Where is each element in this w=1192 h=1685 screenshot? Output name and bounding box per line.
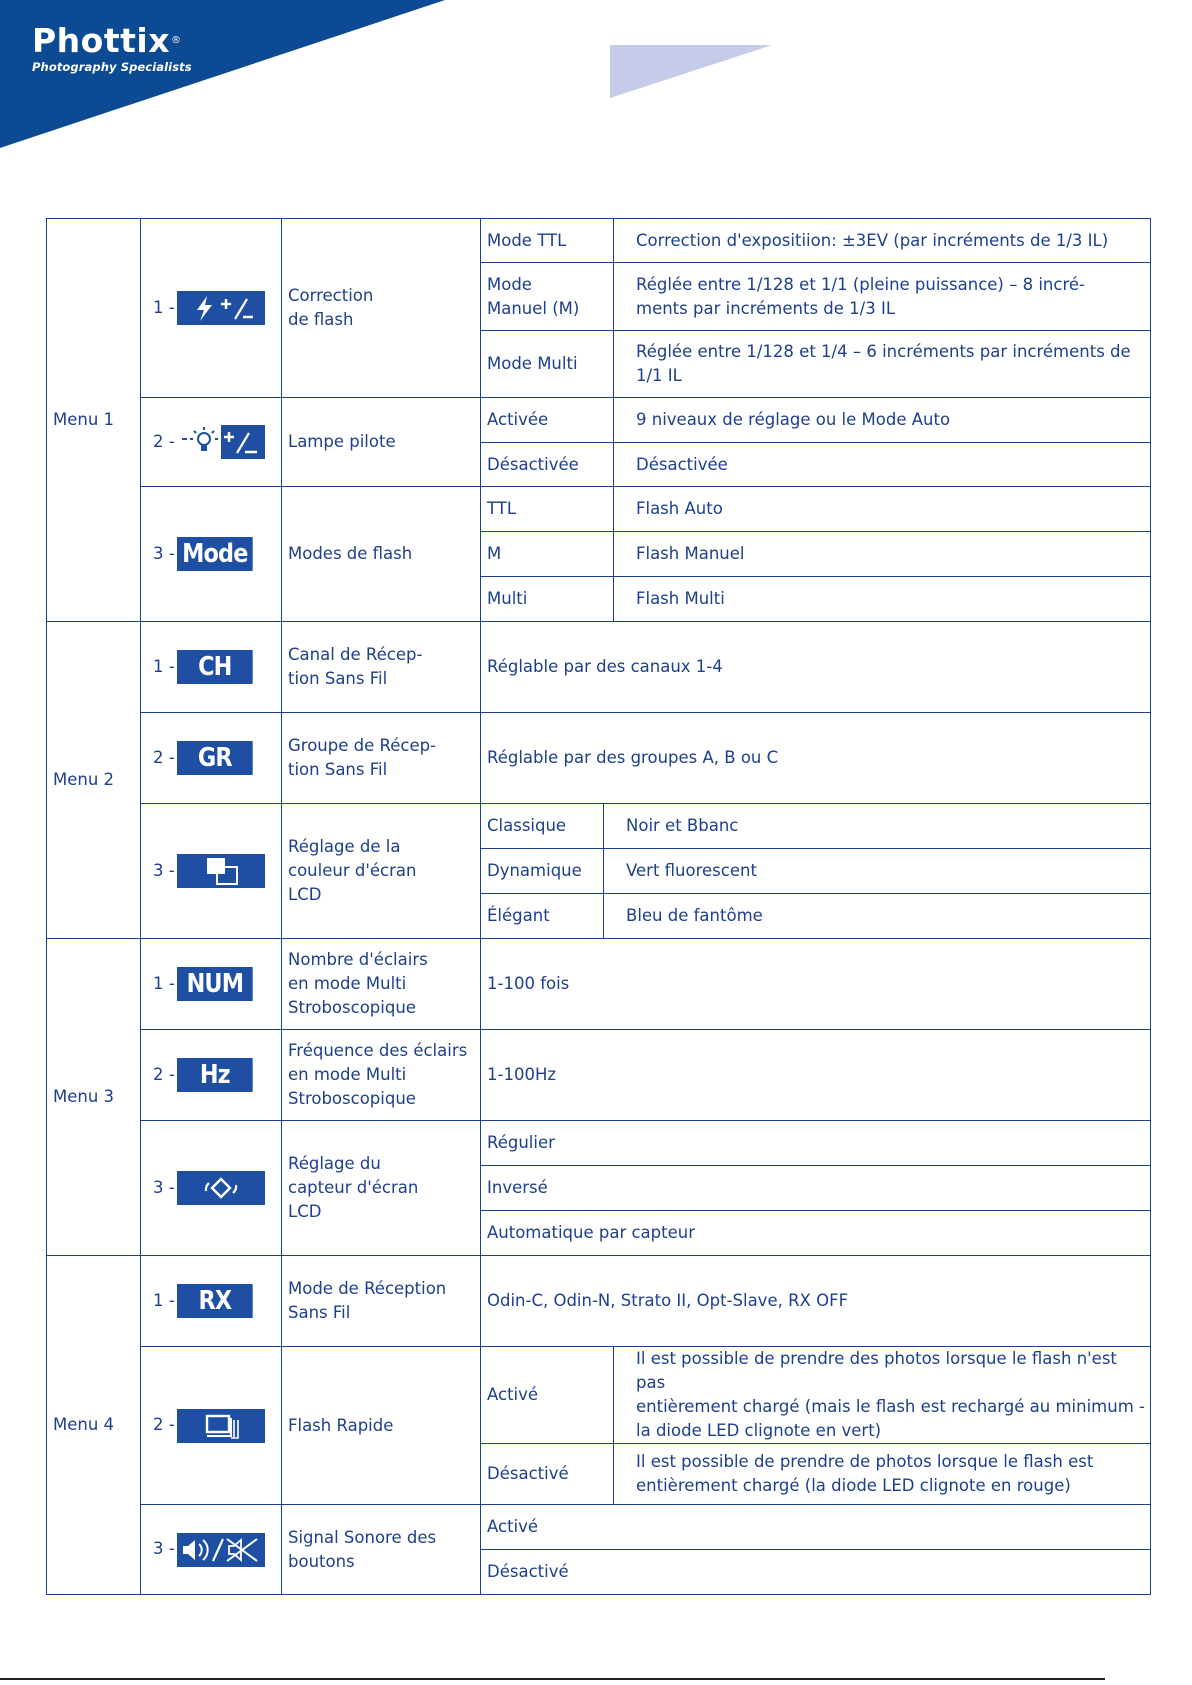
menu-item-icon-cell: 2 - GR — [141, 713, 282, 804]
setting-name: Lampe pilote — [282, 398, 481, 487]
option-label: Activé — [481, 1347, 614, 1444]
table-row — [47, 939, 1151, 1030]
brand-name: Phottix® — [32, 21, 182, 60]
header-accent-tab — [610, 45, 772, 98]
option-label: Classique — [481, 804, 604, 849]
option-label: Mode Manuel (M) — [481, 263, 614, 331]
option-value: Automatique par capteur — [481, 1211, 1151, 1256]
setting-name: Nombre d'éclairs en mode Multi Stroboscopique — [282, 939, 481, 1030]
modeling-lamp-icon — [177, 425, 265, 459]
option-label: Désactivée — [481, 443, 614, 487]
option-value: 9 niveaux de réglage ou le Mode Auto — [614, 398, 1151, 443]
flash-count-icon: NUM — [177, 967, 253, 1001]
frequency-icon: Hz — [177, 1058, 253, 1092]
menu-item-icon-cell: 2 - Hz — [141, 1030, 282, 1121]
mode-icon: Mode — [177, 537, 253, 571]
setting-name: Correction de flash — [282, 219, 481, 398]
option-value: Odin-C, Odin-N, Strato II, Opt-Slave, RX OFF — [481, 1256, 1151, 1347]
table-row — [47, 713, 1151, 804]
lcd-color-icon — [177, 854, 265, 888]
menu-item-icon-cell: 3 - — [141, 1505, 282, 1595]
menu-item-icon-cell: 2 - — [141, 1347, 282, 1505]
option-value: Noir et Bbanc — [604, 804, 1151, 849]
option-value: Désactivée — [614, 443, 1151, 487]
menu-item-icon-cell: 3 - — [141, 1121, 282, 1256]
option-label: TTL — [481, 487, 614, 532]
table-row — [47, 1256, 1151, 1347]
table-row — [47, 219, 1151, 263]
option-value: Vert fluorescent — [604, 849, 1151, 894]
option-label: Activée — [481, 398, 614, 443]
rotation-sensor-icon — [177, 1171, 265, 1205]
setting-name: Réglage du capteur d'écran LCD — [282, 1121, 481, 1256]
setting-name: Flash Rapide — [282, 1347, 481, 1505]
setting-name: Modes de flash — [282, 487, 481, 622]
group-icon: GR — [177, 741, 253, 775]
brand-logo — [32, 22, 192, 74]
menu-item-icon-cell: 1 - CH — [141, 622, 282, 713]
setting-name: Réglage de la couleur d'écran LCD — [282, 804, 481, 939]
option-label: Mode Multi — [481, 331, 614, 398]
option-value: Désactivé — [481, 1550, 1151, 1595]
option-label: M — [481, 532, 614, 577]
setting-name: Fréquence des éclairs en mode Multi Stroboscopique — [282, 1030, 481, 1121]
table-row — [47, 1347, 1151, 1444]
option-value: Flash Multi — [614, 577, 1151, 622]
option-value: Il est possible de prendre de photos lorsque le flash est entièrement chargé (la diode LED clignote en rouge) — [614, 1444, 1151, 1505]
option-value: Réglée entre 1/128 et 1/4 – 6 incréments par incréments de 1/1 IL — [614, 331, 1151, 398]
option-value: Flash Auto — [614, 487, 1151, 532]
option-value: Régulier — [481, 1121, 1151, 1166]
option-value: Réglable par des groupes A, B ou C — [481, 713, 1151, 804]
brand-tagline: Photography Specialists — [32, 60, 192, 74]
option-value: Réglée entre 1/128 et 1/1 (pleine puissance) – 8 incré- ments par incréments de 1/3 IL — [614, 263, 1151, 331]
table-row — [47, 398, 1151, 443]
table-row — [47, 1121, 1151, 1166]
option-value: Activé — [481, 1505, 1151, 1550]
option-value: Bleu de fantôme — [604, 894, 1151, 939]
option-label: Désactivé — [481, 1444, 614, 1505]
option-label: Mode TTL — [481, 219, 614, 263]
menu-item-icon-cell: 3 - Mode — [141, 487, 282, 622]
menu-label: Menu 1 — [47, 219, 141, 622]
option-value: Il est possible de prendre des photos lorsque le flash n'est pas entièrement chargé (mais le flash est rechargé au minimum - la diode LED clignote en vert) — [614, 1347, 1151, 1444]
menu-item-icon-cell: 2 - — [141, 398, 282, 487]
menu-item-icon-cell: 3 - — [141, 804, 282, 939]
menu-item-icon-cell: 1 - — [141, 219, 282, 398]
option-value: Flash Manuel — [614, 532, 1151, 577]
option-value: 1-100Hz — [481, 1030, 1151, 1121]
menu-item-icon-cell: 1 - RX — [141, 1256, 282, 1347]
option-label: Multi — [481, 577, 614, 622]
exposure-compensation-icon — [177, 291, 265, 325]
menu-label: Menu 3 — [47, 939, 141, 1256]
setting-name: Groupe de Récep- tion Sans Fil — [282, 713, 481, 804]
table-row — [47, 1505, 1151, 1550]
setting-name: Signal Sonore des boutons — [282, 1505, 481, 1595]
table-row — [47, 804, 1151, 849]
menu-label: Menu 4 — [47, 1256, 141, 1595]
settings-table — [46, 218, 1151, 1595]
table-row — [47, 1030, 1151, 1121]
footer-rule — [0, 1678, 1105, 1680]
option-value: 1-100 fois — [481, 939, 1151, 1030]
beep-icon — [177, 1533, 265, 1567]
option-label: Dynamique — [481, 849, 604, 894]
menu-label: Menu 2 — [47, 622, 141, 939]
channel-icon: CH — [177, 650, 253, 684]
option-value: Inversé — [481, 1166, 1151, 1211]
option-value: Correction d'expositiion: ±3EV (par incréments de 1/3 IL) — [614, 219, 1151, 263]
setting-name: Canal de Récep- tion Sans Fil — [282, 622, 481, 713]
option-value: Réglable par des canaux 1-4 — [481, 622, 1151, 713]
menu-item-icon-cell: 1 - NUM — [141, 939, 282, 1030]
option-label: Élégant — [481, 894, 604, 939]
table-row — [47, 622, 1151, 713]
quick-flash-icon — [177, 1409, 265, 1443]
setting-name: Mode de Réception Sans Fil — [282, 1256, 481, 1347]
table-row — [47, 487, 1151, 532]
receiver-mode-icon: RX — [177, 1284, 253, 1318]
